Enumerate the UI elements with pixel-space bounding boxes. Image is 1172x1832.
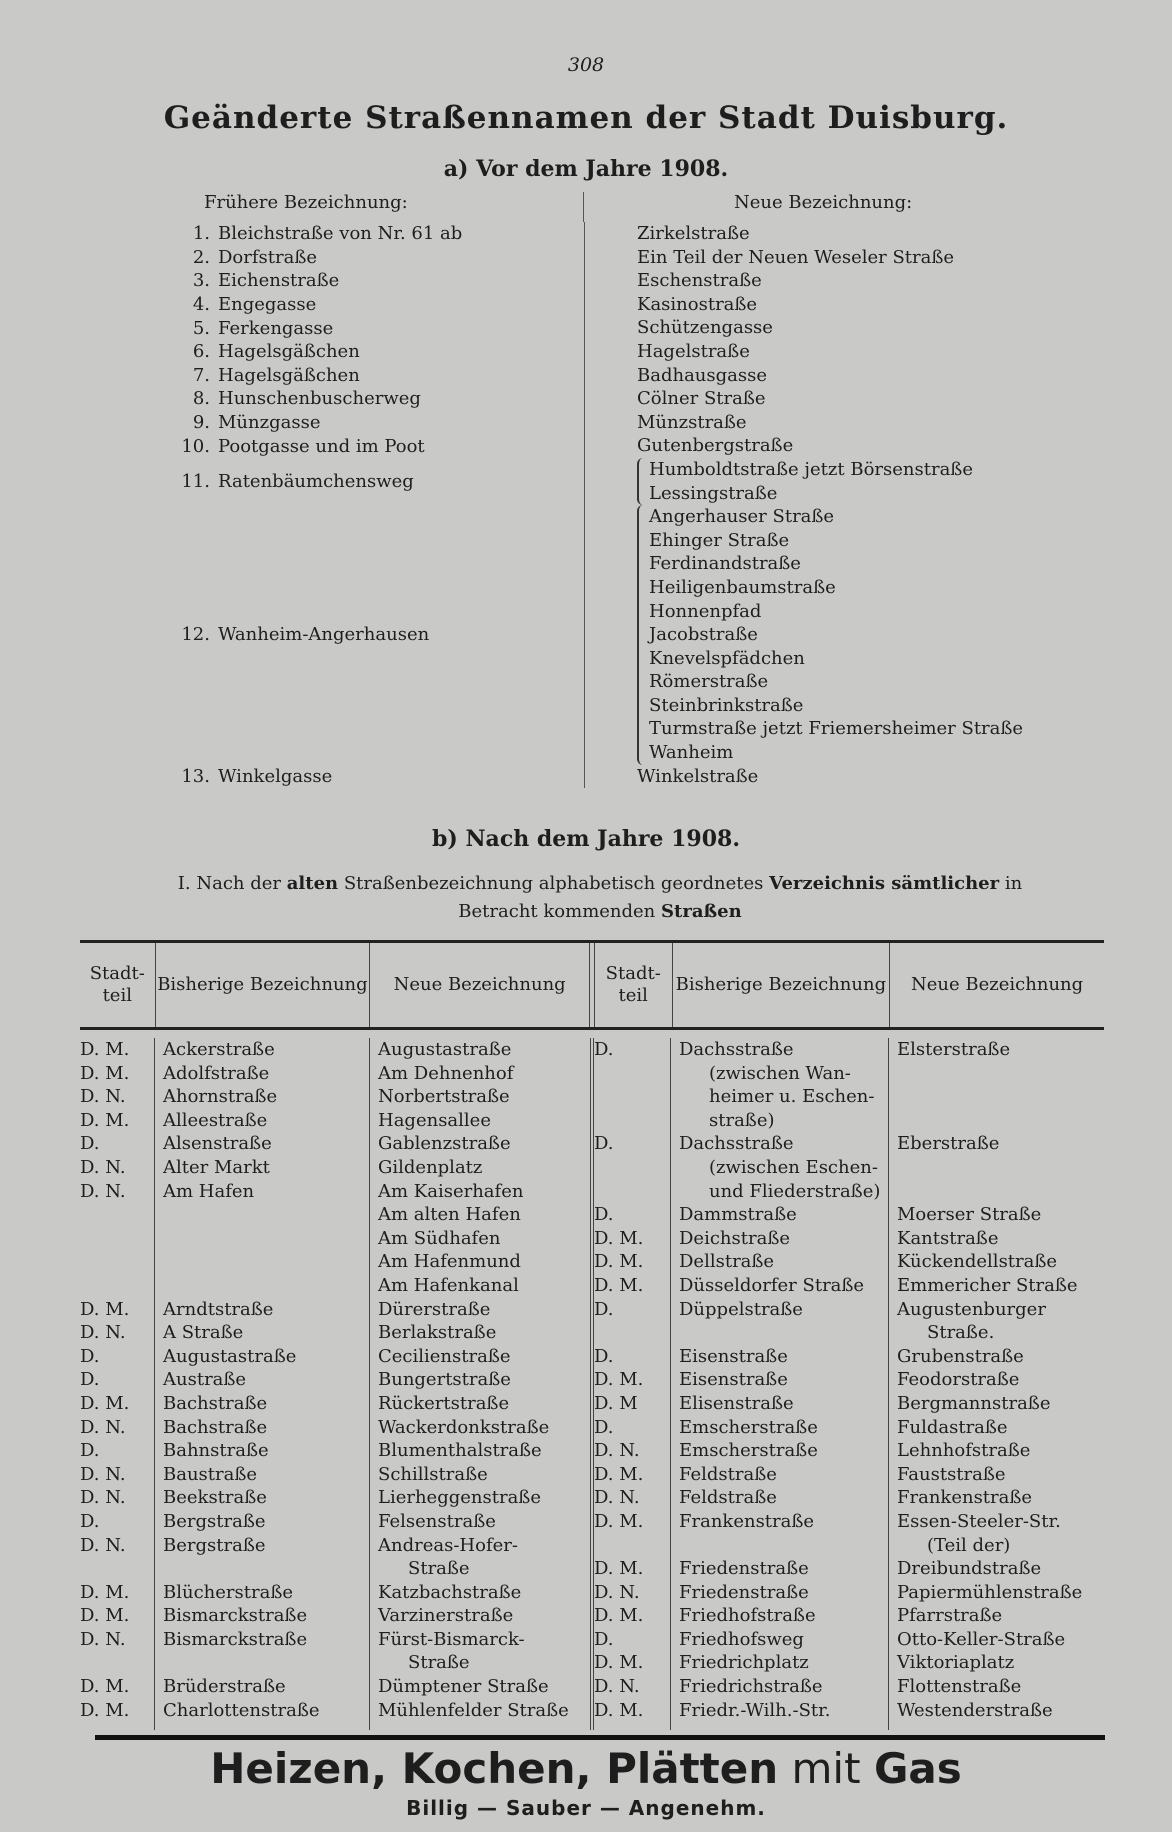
item-number: 8.	[192, 388, 210, 410]
new-name: Lehnhofstraße	[897, 1440, 1031, 1462]
new-name: Feodorstraße	[897, 1369, 1020, 1391]
old-name: Bergstraße	[163, 1510, 266, 1532]
old-name: Friedr.-Wilh.-Str.	[679, 1699, 831, 1721]
stadtteil: D.	[80, 1510, 100, 1532]
stadtteil: D. M	[594, 1392, 638, 1414]
new-name: Am Hafenkanal	[378, 1274, 519, 1296]
list-item	[170, 434, 1090, 458]
item-number: 5.	[192, 317, 210, 339]
new-name: Fürst-Bismarck-	[378, 1628, 525, 1650]
new-name: Gutenbergstraße	[637, 435, 794, 457]
new-name: Wackerdonkstraße	[378, 1416, 550, 1438]
old-name: straße)	[709, 1109, 775, 1131]
new-name: Ferdinandstraße	[649, 553, 801, 575]
table-row	[80, 1156, 590, 1180]
new-name: Fauststraße	[897, 1463, 1006, 1485]
old-name: Arndtstraße	[163, 1298, 274, 1320]
old-name: Dammstraße	[679, 1204, 797, 1226]
new-name: Dreibundstraße	[897, 1558, 1042, 1580]
table-row	[80, 1321, 590, 1345]
advertisement-slogan: Billig — Sauber — Angenehm.	[406, 1796, 766, 1820]
new-name: Dümptener Straße	[378, 1676, 549, 1698]
new-name: Am Dehnenhof	[378, 1062, 514, 1084]
new-name: Norbertstraße	[378, 1086, 510, 1108]
old-name: Ahornstraße	[163, 1086, 278, 1108]
old-name: Eisenstraße	[679, 1369, 788, 1391]
new-name: Angerhauser Straße	[649, 506, 835, 528]
table-row	[80, 1392, 590, 1416]
stadtteil: D.	[80, 1345, 100, 1367]
list-item	[170, 222, 1090, 246]
new-name: Zirkelstraße	[637, 223, 750, 244]
stadtteil: D. N.	[80, 1487, 126, 1509]
old-name: Ackerstraße	[163, 1039, 275, 1060]
table-right-half	[594, 1038, 1104, 1730]
new-name: Römerstraße	[649, 671, 769, 693]
old-name: Am Hafen	[163, 1180, 255, 1202]
ad-text: mit	[791, 1744, 861, 1793]
new-name: Münzstraße	[637, 411, 747, 433]
section-a-heading: a) Vor dem Jahre 1908.	[443, 156, 729, 182]
stadtteil: D.	[594, 1345, 614, 1367]
stadtteil: D. M.	[80, 1062, 130, 1084]
table-row	[80, 1109, 590, 1133]
stadtteil: D. N.	[80, 1416, 126, 1438]
list-item	[170, 269, 1090, 293]
stadtteil: D.	[594, 1628, 614, 1650]
new-name: Otto-Keller-Straße	[897, 1628, 1066, 1650]
stadtteil: D. N.	[80, 1463, 126, 1485]
new-name: Kasinostraße	[637, 293, 758, 315]
table-row	[594, 1227, 1104, 1251]
table-row	[594, 1274, 1104, 1298]
old-name: Hunschenbuscherweg	[218, 388, 421, 410]
stadtteil: D. N.	[80, 1534, 126, 1556]
old-name: Alter Markt	[163, 1156, 270, 1178]
new-name: Humboldtstraße jetzt Börsenstraße	[649, 458, 973, 480]
item-number: 9.	[192, 412, 210, 434]
table-row	[80, 1463, 590, 1487]
sub-text: Straßenbezeichnung alphabetisch geordnetes	[343, 873, 764, 894]
old-name: Feldstraße	[679, 1487, 777, 1509]
item-number: 4.	[192, 294, 210, 316]
old-name: Dellstraße	[679, 1251, 775, 1273]
new-name: Rückertstraße	[378, 1392, 510, 1414]
new-name: Lessingstraße	[649, 482, 778, 504]
table-row	[80, 1132, 590, 1156]
table-row	[80, 1085, 590, 1109]
new-name: Kantstraße	[897, 1227, 999, 1249]
new-name: Honnenpfad	[649, 600, 762, 622]
old-name: Baustraße	[163, 1463, 258, 1485]
new-name: Schillstraße	[378, 1463, 488, 1485]
stadtteil: D.	[594, 1298, 614, 1320]
stadtteil: D.	[594, 1416, 614, 1438]
old-name: Dorfstraße	[218, 246, 318, 268]
stadtteil: D. M.	[594, 1699, 644, 1721]
table-row	[80, 1604, 590, 1628]
stadtteil: D. N.	[594, 1440, 640, 1462]
table-row	[80, 1510, 590, 1534]
stadtteil: D. M.	[80, 1605, 130, 1627]
new-name: Viktoriaplatz	[897, 1652, 1015, 1674]
stadtteil: D. N.	[80, 1628, 126, 1650]
old-name: Ratenbäumchensweg	[218, 471, 414, 493]
old-name: Alsenstraße	[163, 1133, 272, 1155]
page-number: 308	[567, 54, 605, 76]
table-row	[594, 1345, 1104, 1369]
new-name: Hagelstraße	[637, 340, 750, 362]
old-name: Hagelsgäßchen	[218, 341, 360, 363]
old-name: (zwischen Eschen-	[709, 1156, 878, 1178]
stadtteil: D. N.	[80, 1180, 126, 1202]
stadtteil: D. N.	[80, 1086, 126, 1108]
stadtteil: D. N.	[594, 1487, 640, 1509]
old-name: Deichstraße	[679, 1227, 790, 1249]
table-row	[80, 1298, 590, 1322]
new-name: Elsterstraße	[897, 1039, 1011, 1060]
new-name: Grubenstraße	[897, 1345, 1024, 1367]
old-name: Dachsstraße	[679, 1133, 794, 1155]
changed-names-before-1908	[170, 192, 1090, 788]
table-row	[594, 1132, 1104, 1203]
stadtteil: D. M.	[80, 1109, 130, 1131]
table-row	[80, 1534, 590, 1581]
page-title: Geänderte Straßennamen der Stadt Duisburg.	[163, 100, 1009, 136]
new-name: Felsenstraße	[378, 1510, 496, 1532]
table-row	[594, 1581, 1104, 1605]
old-name: Eichenstraße	[218, 270, 340, 292]
old-name: Hagelsgäßchen	[218, 364, 360, 386]
new-name: Gildenplatz	[378, 1156, 483, 1178]
new-name: Gablenzstraße	[378, 1133, 511, 1155]
table-row	[80, 1180, 590, 1298]
old-name: Bleichstraße von Nr. 61 ab	[218, 223, 463, 245]
old-name: Friedhofsweg	[679, 1628, 804, 1650]
table-row	[80, 1368, 590, 1392]
old-name: A Straße	[163, 1322, 244, 1344]
stadtteil: D. M.	[594, 1558, 644, 1580]
old-name: Beekstraße	[163, 1487, 267, 1509]
old-name: Eisenstraße	[679, 1345, 788, 1367]
new-name: Hagensallee	[378, 1109, 491, 1131]
stadtteil: D. M.	[80, 1581, 130, 1603]
table-row	[80, 1675, 590, 1699]
new-name: Ehinger Straße	[649, 529, 790, 551]
table-row	[80, 1628, 590, 1675]
stadtteil: D.	[80, 1369, 100, 1391]
table-row	[594, 1486, 1104, 1510]
old-name: Friedenstraße	[679, 1558, 809, 1580]
new-name: Essen-Steeler-Str.	[897, 1510, 1061, 1532]
stadtteil: D.	[594, 1133, 614, 1155]
stadtteil: D. M.	[80, 1699, 130, 1721]
list-item	[170, 387, 1090, 411]
old-name: Bergstraße	[163, 1534, 266, 1556]
table-row	[594, 1604, 1104, 1628]
list-item	[170, 293, 1090, 317]
table-row	[594, 1298, 1104, 1345]
stadtteil: D. M.	[594, 1605, 644, 1627]
column-header-old: Frühere Bezeichnung:	[170, 192, 584, 222]
header-stadtteil: Stadt-teil	[80, 943, 156, 1027]
new-name: Blumenthalstraße	[378, 1440, 542, 1462]
old-name: Charlottenstraße	[163, 1699, 320, 1721]
street-table	[80, 940, 1104, 1730]
new-name: Am Hafenmund	[378, 1251, 521, 1273]
new-name: Turmstraße jetzt Friemersheimer Straße	[649, 718, 1024, 740]
stadtteil: D. M.	[594, 1510, 644, 1532]
new-name: Kückendellstraße	[897, 1251, 1058, 1273]
list-item	[170, 246, 1090, 270]
table-row	[594, 1463, 1104, 1487]
advertisement-divider	[95, 1735, 1105, 1740]
new-name: (Teil der)	[927, 1534, 1011, 1556]
new-name: Flottenstraße	[897, 1676, 1022, 1698]
stadtteil: D. M.	[594, 1227, 644, 1249]
old-name: (zwischen Wan-	[709, 1062, 851, 1084]
table-row	[594, 1038, 1104, 1132]
old-name: Wanheim-Angerhausen	[218, 624, 430, 646]
old-name: Bahnstraße	[163, 1440, 269, 1462]
new-name: Westenderstraße	[897, 1699, 1053, 1721]
sub-text: in Betracht kommenden	[458, 873, 1023, 922]
list-item	[170, 364, 1090, 388]
old-name: Emscherstraße	[679, 1416, 818, 1438]
header-old-name: Bisherige Bezeichnung	[156, 943, 371, 1027]
new-name: Katzbachstraße	[378, 1581, 522, 1603]
table-row	[594, 1675, 1104, 1699]
old-name: Dachsstraße	[679, 1039, 794, 1060]
item-number: 1.	[192, 223, 210, 245]
new-name: Augustenburger	[897, 1298, 1046, 1320]
new-name: Bungertstraße	[378, 1369, 511, 1391]
new-name: Andreas-Hofer-	[378, 1534, 518, 1556]
old-name: Brüderstraße	[163, 1676, 286, 1698]
stadtteil: D. N.	[594, 1581, 640, 1603]
old-name: Adolfstraße	[163, 1062, 270, 1084]
table-header	[80, 943, 1104, 1030]
table-row	[594, 1699, 1104, 1723]
list-item	[170, 458, 1090, 505]
table-row	[594, 1416, 1104, 1440]
table-row	[80, 1038, 590, 1062]
new-name: Badhausgasse	[637, 364, 768, 386]
old-name: Emscherstraße	[679, 1440, 818, 1462]
old-name: Austraße	[163, 1369, 247, 1391]
list-item	[170, 411, 1090, 435]
new-name: Cölner Straße	[637, 388, 766, 410]
table-row	[594, 1368, 1104, 1392]
new-name: Straße.	[927, 1322, 995, 1344]
item-number: 13.	[181, 765, 210, 787]
stadtteil: D.	[594, 1039, 614, 1060]
item-number: 3.	[192, 270, 210, 292]
new-name: Varzinerstraße	[378, 1605, 514, 1627]
new-name: Ein Teil der Neuen Weseler Straße	[637, 246, 955, 268]
header-old-name: Bisherige Bezeichnung	[673, 943, 891, 1027]
header-new-name: Neue Bezeichnung	[911, 974, 1084, 995]
new-name: Wanheim	[649, 742, 734, 764]
new-name: Dürerstraße	[378, 1298, 491, 1320]
old-name: Elisenstraße	[679, 1392, 794, 1414]
new-name: Jacobstraße	[649, 624, 758, 646]
stadtteil: D. M.	[594, 1251, 644, 1273]
new-name: Frankenstraße	[897, 1487, 1033, 1509]
new-name: Eschenstraße	[637, 270, 762, 292]
table-row	[80, 1699, 590, 1723]
new-name: Berlakstraße	[378, 1322, 497, 1344]
stadtteil: D. N.	[80, 1322, 126, 1344]
item-number: 6.	[192, 341, 210, 363]
header-new-name: Neue Bezeichnung	[393, 974, 566, 995]
new-name: Steinbrinkstraße	[649, 694, 804, 716]
old-name: Feldstraße	[679, 1463, 777, 1485]
old-name: Bismarckstraße	[163, 1605, 308, 1627]
old-name: und Fliederstraße)	[709, 1180, 881, 1202]
old-name: Bismarckstraße	[163, 1628, 308, 1650]
ad-text: Heizen, Kochen, Plätten	[210, 1744, 779, 1793]
old-name: Bachstraße	[163, 1392, 268, 1414]
old-name: Frankenstraße	[679, 1510, 815, 1532]
old-name: Augustastraße	[163, 1345, 297, 1367]
old-name: Ferkengasse	[218, 317, 334, 339]
new-name: Heiligenbaumstraße	[649, 576, 836, 598]
new-name: Papiermühlenstraße	[897, 1581, 1083, 1603]
new-name: Am alten Hafen	[378, 1204, 521, 1226]
stadtteil: D. M.	[80, 1676, 130, 1698]
list-item	[170, 765, 1090, 789]
stadtteil: D. M.	[80, 1392, 130, 1414]
new-name: Straße	[408, 1558, 470, 1580]
stadtteil: D. M.	[594, 1369, 644, 1391]
new-name: Cecilienstraße	[378, 1345, 511, 1367]
table-row	[594, 1203, 1104, 1227]
table-left-half	[80, 1038, 590, 1730]
new-name: Bergmannstraße	[897, 1392, 1051, 1414]
old-name: Pootgasse und im Poot	[218, 435, 425, 457]
item-number: 11.	[181, 471, 210, 493]
stadtteil: D.	[594, 1204, 614, 1226]
table-row	[80, 1581, 590, 1605]
sub-text: I. Nach der	[177, 873, 282, 894]
old-name: Friedenstraße	[679, 1581, 809, 1603]
table-row	[80, 1439, 590, 1463]
section-b-heading: b) Nach dem Jahre 1908.	[432, 826, 740, 852]
stadtteil: D.	[80, 1133, 100, 1155]
column-header-new: Neue Bezeichnung:	[734, 192, 913, 213]
table-row	[594, 1557, 1104, 1581]
old-name: Friedrichplatz	[679, 1652, 809, 1674]
old-name: Engegasse	[218, 294, 317, 316]
table-row	[80, 1416, 590, 1440]
stadtteil: D. N.	[594, 1676, 640, 1698]
new-name: Winkelstraße	[637, 765, 759, 787]
item-number: 2.	[192, 246, 210, 268]
new-name: Schützengasse	[637, 317, 773, 339]
new-name: Straße	[408, 1652, 470, 1674]
section-b-subheading	[150, 870, 1050, 926]
new-name: Knevelspfädchen	[649, 647, 805, 669]
new-name: Emmericher Straße	[897, 1274, 1078, 1296]
stadtteil: D. M.	[594, 1652, 644, 1674]
list-item	[170, 505, 1090, 765]
stadtteil: D. M.	[80, 1298, 130, 1320]
old-name: heimer u. Eschen-	[709, 1086, 875, 1108]
old-name: Düsseldorfer Straße	[679, 1274, 865, 1296]
new-name: Lierheggenstraße	[378, 1487, 541, 1509]
new-name: Augustastraße	[378, 1039, 512, 1060]
stadtteil: D. N.	[80, 1156, 126, 1178]
old-name: Bachstraße	[163, 1416, 268, 1438]
table-row	[594, 1250, 1104, 1274]
item-number: 12.	[181, 624, 210, 646]
ad-text: Gas	[873, 1744, 962, 1793]
list-item	[170, 316, 1090, 340]
advertisement-headline	[0, 1744, 1172, 1793]
new-name: Fuldastraße	[897, 1416, 1008, 1438]
stadtteil: D. M.	[80, 1039, 130, 1060]
old-name: Friedrichstraße	[679, 1676, 823, 1698]
new-name: Am Südhafen	[378, 1227, 501, 1249]
item-number: 7.	[192, 364, 210, 386]
stadtteil: D.	[80, 1440, 100, 1462]
sub-text-bold: alten	[286, 873, 339, 894]
table-row	[594, 1628, 1104, 1652]
stadtteil: D. M.	[594, 1463, 644, 1485]
old-name: Winkelgasse	[218, 765, 333, 787]
table-row	[594, 1510, 1104, 1557]
new-name: Pfarrstraße	[897, 1605, 1003, 1627]
sub-text-bold: Straßen	[661, 901, 742, 922]
new-name: Moerser Straße	[897, 1204, 1042, 1226]
table-row	[80, 1345, 590, 1369]
table-row	[594, 1392, 1104, 1416]
table-row	[80, 1486, 590, 1510]
new-name: Mühlenfelder Straße	[378, 1699, 569, 1721]
old-name: Alleestraße	[163, 1109, 268, 1131]
old-name: Düppelstraße	[679, 1298, 803, 1320]
table-row	[594, 1439, 1104, 1463]
old-name: Münzgasse	[218, 412, 321, 434]
stadtteil: D. M.	[594, 1274, 644, 1296]
header-stadtteil: Stadt-teil	[595, 943, 673, 1027]
table-row	[80, 1062, 590, 1086]
new-name: Am Kaiserhafen	[378, 1180, 524, 1202]
old-name: Friedhofstraße	[679, 1605, 816, 1627]
list-item	[170, 340, 1090, 364]
item-number: 10.	[181, 435, 210, 457]
old-name: Blücherstraße	[163, 1581, 293, 1603]
new-name: Eberstraße	[897, 1133, 1000, 1155]
table-row	[594, 1651, 1104, 1675]
sub-text-bold: Verzeichnis sämtlicher	[769, 873, 1000, 894]
